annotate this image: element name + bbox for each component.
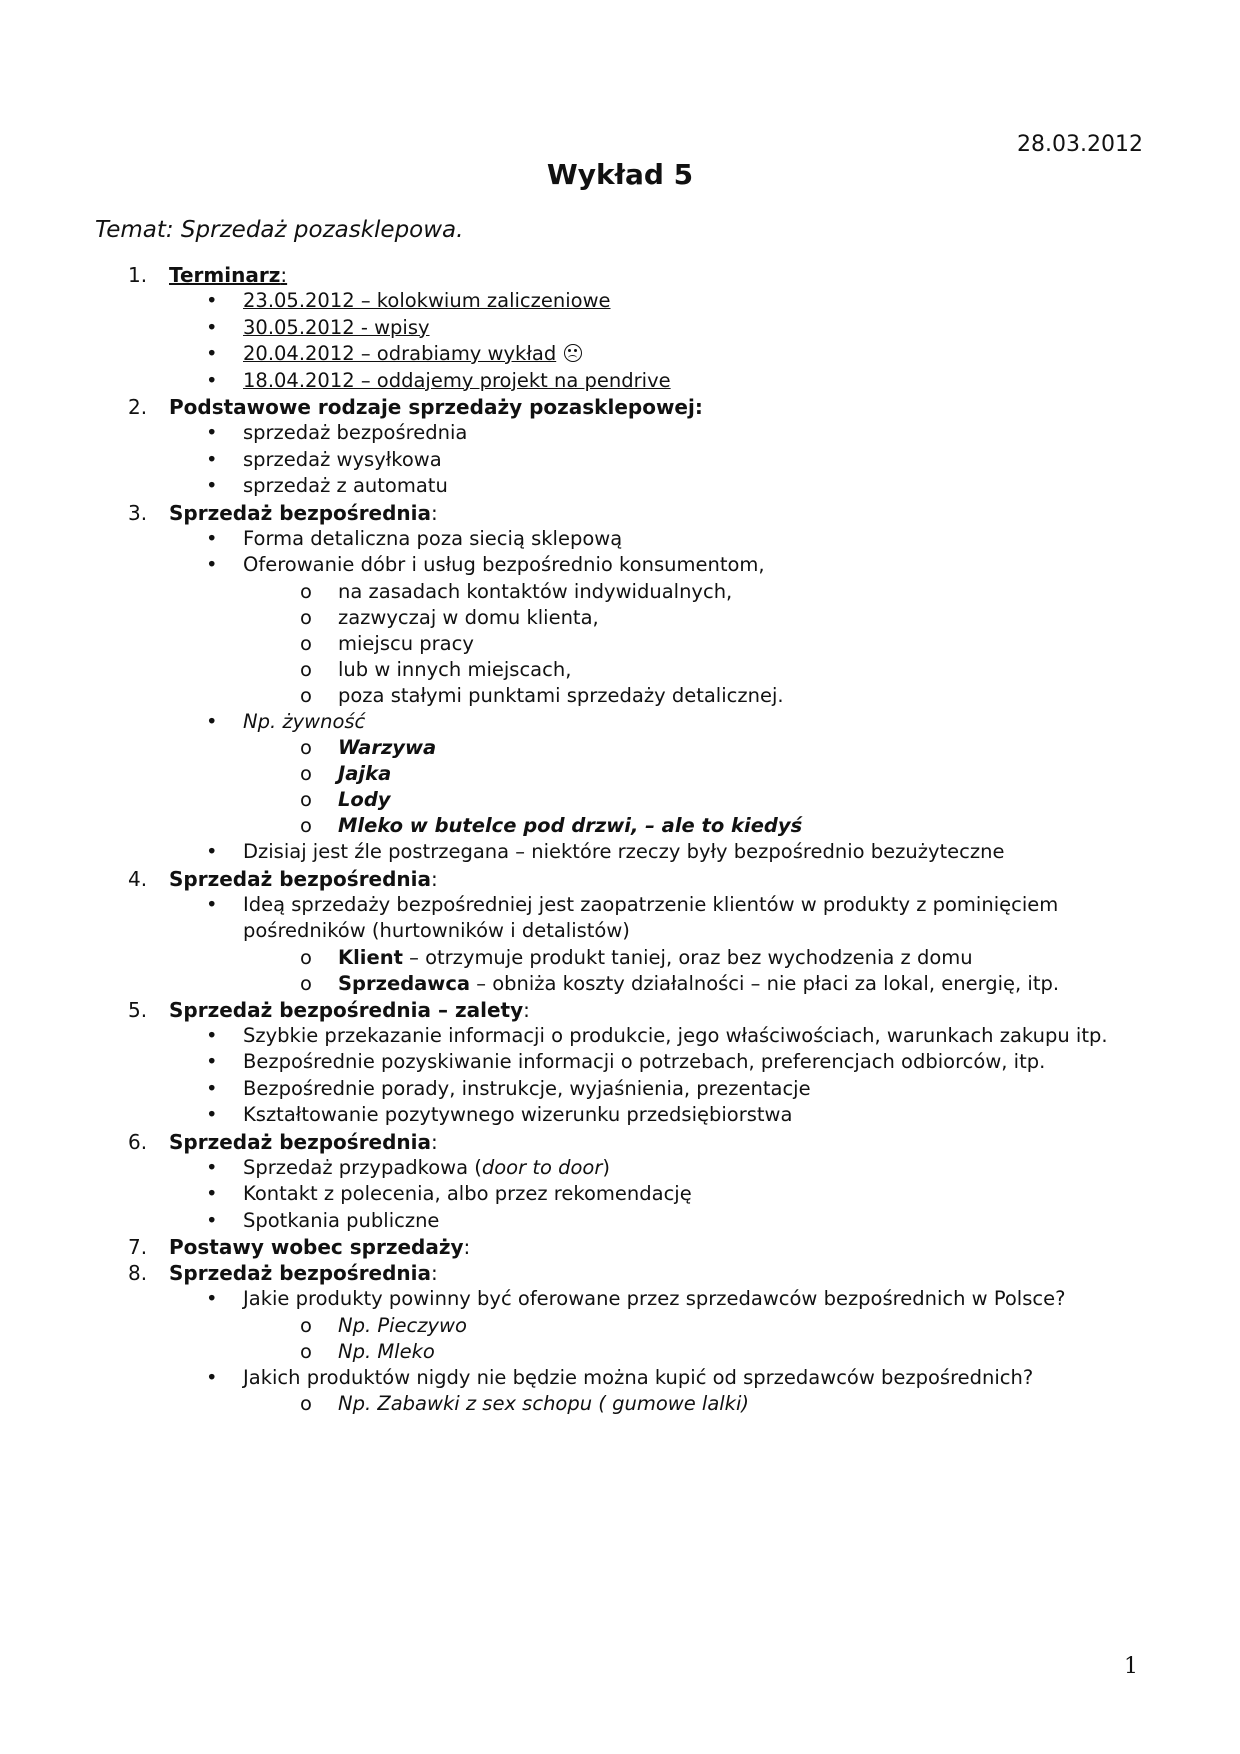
list-item: • Kształtowanie pozytywnego wizerunku przedsiębiorstwa (128, 1102, 1148, 1129)
lecture-outline (128, 262, 1148, 1417)
sub-list-item: o Np. Zabawki z sex schopu ( gumowe lalki) (300, 1392, 750, 1415)
bullet-icon: • (206, 1182, 218, 1205)
sad-face-icon (564, 344, 582, 362)
circle-bullet-icon: o (300, 1339, 312, 1363)
lecture-subject: Temat: Sprzedaż pozasklepowa. (95, 217, 464, 243)
list-item: • Bezpośrednie pozyskiwanie informacji o potrzebach, preferencjach odbiorców, itp. (128, 1049, 1148, 1076)
section-number: 3. (128, 500, 148, 525)
section-4: 4. Sprzedaż bezpośrednia: • Ideą sprzedaży bezpośredniej jest zaopatrzenie klientów w produkty z pominięciem pośredników (hurtowników i detalistów) o Klient – otrzymuje produkt taniej, oraz bez wychodzenia z domu o Sprzedawca – obniża koszty działalności – nie płaci za lokal, energię, itp. (128, 866, 1148, 997)
page-title: Wykład 5 (546, 158, 694, 191)
bullet-icon: • (206, 368, 218, 392)
section-heading: Sprzedaż bezpośrednia (169, 500, 432, 525)
circle-bullet-icon: o (300, 1392, 312, 1415)
sub-list-item: o Klient – otrzymuje produkt taniej, oraz bez wychodzenia z domu (300, 945, 973, 969)
sub-list-item: o Np. Mleko (300, 1339, 435, 1363)
section-number: 4. (128, 866, 148, 891)
section-number: 1. (128, 263, 148, 287)
section-number: 5. (128, 997, 148, 1022)
bullet-icon: • (206, 892, 218, 916)
list-item: • sprzedaż bezpośrednia (128, 420, 1148, 447)
section-5: 5. Sprzedaż bezpośrednia – zalety: • Szybkie przekazanie informacji o produkcie, jego właściwościach, warunkach zakupu itp. • Bezpośrednie pozyskiwanie informacji o potrzebach, preferencjach odbiorców, itp. • Bezpośrednie porady, instrukcje, wyjaśnienia, prezentacje • Kształtowanie pozytywnego wizerunku przedsiębiorstwa (128, 997, 1148, 1129)
section-1: 1. Terminarz: • 23.05.2012 – kolokwium zaliczeniowe • 30.05.2012 - wpisy • 20.04.2012 – odrabiamy wykład • 18.04.2012 – oddajemy projekt na pendrive (128, 262, 1148, 394)
section-3: 3. Sprzedaż bezpośrednia: • Forma detaliczna poza siecią sklepową • Oferowanie dóbr i usług bezpośrednio konsumentom, o na zasadach kontaktów indywidualnych, o zazwyczaj w domu klienta, o miejscu pracy o lub w innych miejscach, o poza stałymi punktami sprzedaży detalicznej. • Np. żywność o Warzywa o Jajka o Lody o Mleko w butelce pod drzwi, – ale to kiedyś • Dzisiaj jest źle postrzegana – niektóre rzeczy były bezpośrednio bezużyteczne (128, 500, 1148, 866)
circle-bullet-icon: o (300, 1313, 312, 1337)
bullet-icon: • (206, 342, 218, 365)
bullet-icon: • (206, 315, 218, 339)
bullet-icon: • (206, 709, 218, 733)
sub-list-item: o Jajka (300, 762, 392, 785)
sub-list-item: o Np. Pieczywo (300, 1313, 467, 1337)
bullet-icon: • (206, 1208, 218, 1232)
section-heading: Postawy wobec sprzedaży (169, 1235, 464, 1259)
circle-bullet-icon: o (300, 579, 312, 603)
sub-list-item: o Warzywa (300, 736, 437, 759)
circle-bullet-icon: o (300, 683, 312, 707)
circle-bullet-icon: o (300, 762, 312, 785)
circle-bullet-icon: o (300, 631, 312, 655)
section-heading: Sprzedaż bezpośrednia (169, 1129, 432, 1154)
list-item: • Ideą sprzedaży bezpośredniej jest zaopatrzenie klientów w produkty z pominięciem pośredników (hurtowników i detalistów) (206, 892, 1059, 942)
page-number: 1 (1124, 1654, 1138, 1679)
section-number: 8. (128, 1261, 148, 1285)
bullet-icon: • (206, 1155, 218, 1179)
bullet-icon: • (206, 840, 218, 863)
sub-list-item: o Sprzedawca – obniża koszty działalności – nie płaci za lokal, energię, itp. (300, 971, 1060, 995)
sub-list-item: o lub w innych miejscach, (300, 657, 572, 681)
bullet-icon: • (206, 447, 218, 471)
list-item: • Sprzedaż przypadkowa (door to door) (128, 1155, 1148, 1182)
list-item: • Np. żywność (128, 709, 1148, 736)
section-number: 7. (128, 1235, 148, 1259)
sub-list-item: o Lody (300, 788, 391, 811)
list-item: • Szybkie przekazanie informacji o produkcie, jego właściwościach, warunkach zakupu itp. (128, 1023, 1148, 1050)
bullet-icon: • (206, 526, 218, 550)
bullet-icon: • (206, 1023, 218, 1047)
sub-list-item: o zazwyczaj w domu klienta, (300, 605, 599, 629)
bullet-icon: • (206, 1103, 218, 1126)
list-item: • Jakich produktów nigdy nie będzie można kupić od sprzedawców bezpośrednich? (128, 1365, 1148, 1392)
circle-bullet-icon: o (300, 945, 312, 969)
list-item: • Kontakt z polecenia, albo przez rekomendację (128, 1181, 1148, 1208)
list-item: • Oferowanie dóbr i usług bezpośrednio konsumentom, (128, 552, 1148, 579)
circle-bullet-icon: o (300, 788, 312, 811)
list-item: • 30.05.2012 - wpisy (128, 315, 1148, 342)
list-item: • Bezpośrednie porady, instrukcje, wyjaśnienia, prezentacje (128, 1076, 1148, 1103)
section-2 (128, 394, 1148, 500)
section-heading: Sprzedaż bezpośrednia (169, 866, 432, 891)
section-number: 2. (128, 395, 148, 419)
circle-bullet-icon: o (300, 605, 312, 629)
section-heading: Terminarz (169, 263, 281, 287)
section-heading: Sprzedaż bezpośrednia (169, 1261, 432, 1285)
list-item: • 20.04.2012 – odrabiamy wykład (128, 341, 1148, 368)
bullet-icon: • (206, 553, 218, 576)
list-item: • sprzedaż wysyłkowa (128, 447, 1148, 474)
list-item: • Dzisiaj jest źle postrzegana – niektóre rzeczy były bezpośrednio bezużyteczne (128, 839, 1148, 866)
section-heading: Sprzedaż bezpośrednia – zalety (169, 997, 524, 1022)
list-item: • 23.05.2012 – kolokwium zaliczeniowe (128, 288, 1148, 315)
sub-list-item: o poza stałymi punktami sprzedaży detalicznej. (300, 683, 784, 707)
list-item: • Jakie produkty powinny być oferowane przez sprzedawców bezpośrednich w Polsce? (128, 1286, 1148, 1313)
sub-list-item: o na zasadach kontaktów indywidualnych, (300, 579, 733, 603)
circle-bullet-icon: o (300, 814, 312, 837)
section-6: 6. Sprzedaż bezpośrednia: • Sprzedaż przypadkowa (door to door) • Kontakt z polecenia, albo przez rekomendację • Spotkania publiczne (128, 1129, 1148, 1235)
bullet-icon: • (206, 1365, 218, 1389)
list-item: • Forma detaliczna poza siecią sklepową (128, 526, 1148, 553)
bullet-icon: • (206, 1050, 218, 1073)
bullet-icon: • (206, 1076, 218, 1100)
circle-bullet-icon: o (300, 736, 312, 759)
section-7: 7. Postawy wobec sprzedaży: (128, 1235, 471, 1259)
list-item: • Spotkania publiczne (128, 1208, 1148, 1235)
bullet-icon: • (206, 1287, 218, 1310)
bullet-icon: • (206, 421, 218, 444)
list-item: • sprzedaż z automatu (128, 473, 1148, 500)
sub-list-item: o Mleko w butelce pod drzwi, – ale to kiedyś (300, 814, 803, 837)
section-heading: Podstawowe rodzaje sprzedaży pozasklepowej: (169, 395, 703, 419)
bullet-icon: • (206, 474, 218, 497)
sub-list-item: o miejscu pracy (300, 631, 474, 655)
circle-bullet-icon: o (300, 657, 312, 681)
document-date: 28.03.2012 (1017, 132, 1143, 157)
bullet-icon: • (206, 289, 218, 312)
circle-bullet-icon: o (300, 971, 312, 995)
section-8: 8. Sprzedaż bezpośrednia: • Jakie produkty powinny być oferowane przez sprzedawców bezpośrednich w Polsce? o Np. Pieczywo o Np. Mleko • Jakich produktów nigdy nie będzie można kupić od sprzedawców bezpośrednich? o Np. Zabawki z sex schopu ( gumowe lalki) (128, 1260, 1148, 1417)
list-item: • 18.04.2012 – oddajemy projekt na pendrive (128, 368, 1148, 395)
section-number: 6. (128, 1129, 148, 1154)
